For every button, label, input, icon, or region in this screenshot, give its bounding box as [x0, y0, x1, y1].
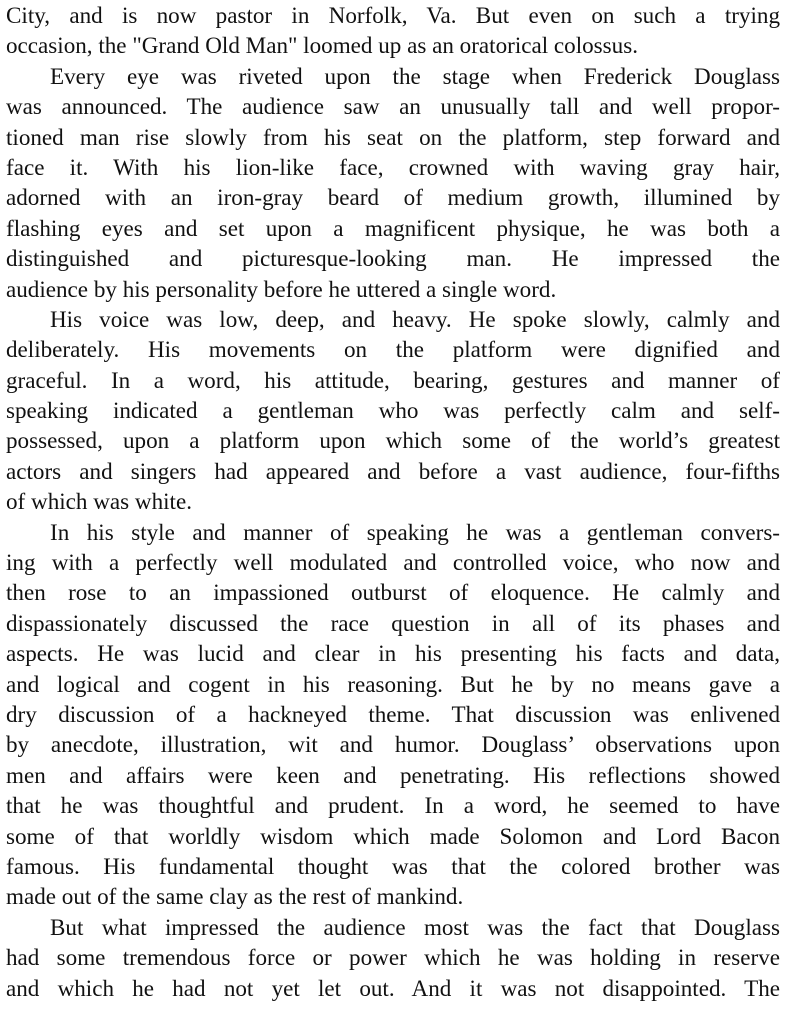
- paragraph-first-line: His voice was low, deep, and heavy. He spoke slowly, calmly and: [50, 305, 780, 332]
- text-line: dispassionately discussed the race question in all of its phases and: [6, 609, 780, 636]
- text-line: some of that worldly wisdom which made Solomon and Lord Bacon: [6, 822, 780, 849]
- text-line: distinguished and picturesque-looking man. He impressed the: [6, 245, 780, 272]
- text-line: possessed, upon a platform upon which some of the world’s greatest: [6, 427, 780, 454]
- text-line: and logical and cogent in his reasoning. But he by no means gave a: [6, 670, 780, 697]
- text-line: then rose to an impassioned outburst of eloquence. He calmly and: [6, 579, 780, 606]
- document-page: [6, 0, 780, 1003]
- text-line: occasion, the "Grand Old Man" loomed up as an oratorical colossus.: [6, 32, 638, 59]
- text-line: that he was thoughtful and prudent. In a word, he seemed to have: [6, 792, 780, 819]
- text-line: audience by his personality before he uttered a single word.: [6, 275, 557, 302]
- text-line: was announced. The audience saw an unusually tall and well propor-: [6, 93, 780, 120]
- text-line: flashing eyes and set upon a magnificent physique, he was both a: [6, 214, 780, 241]
- text-line: deliberately. His movements on the platform were dignified and: [6, 336, 780, 363]
- text-line: of which was white.: [6, 488, 192, 515]
- paragraph-first-line: Every eye was riveted upon the stage when Frederick Douglass: [50, 62, 780, 89]
- text-line: tioned man rise slowly from his seat on the platform, step forward and: [6, 123, 780, 150]
- text-line: made out of the same clay as the rest of mankind.: [6, 883, 464, 910]
- paragraph-first-line: In his style and manner of speaking he was a gentleman convers-: [50, 518, 780, 545]
- text-line: face it. With his lion-like face, crowned with waving gray hair,: [6, 153, 780, 180]
- text-line: City, and is now pastor in Norfolk, Va. But even on such a trying: [6, 2, 780, 28]
- text-line: famous. His fundamental thought was that the colored brother was: [6, 852, 780, 879]
- text-line: and which he had not yet let out. And it was not disappointed. The: [6, 974, 780, 1001]
- text-line: ing with a perfectly well modulated and controlled voice, who now and: [6, 549, 780, 576]
- text-line: men and affairs were keen and penetrating. His reflections showed: [6, 761, 780, 788]
- text-line: aspects. He was lucid and clear in his presenting his facts and data,: [6, 640, 780, 667]
- text-line: actors and singers had appeared and before a vast audience, four-fifths: [6, 457, 780, 484]
- text-line: dry discussion of a hackneyed theme. That discussion was enlivened: [6, 700, 780, 727]
- text-line: by anecdote, illustration, wit and humor. Douglass’ observations upon: [6, 731, 780, 758]
- text-line: speaking indicated a gentleman who was perfectly calm and self-: [6, 397, 780, 424]
- text-line: graceful. In a word, his attitude, bearing, gestures and manner of: [6, 366, 780, 393]
- text-line: had some tremendous force or power which he was holding in reserve: [6, 944, 780, 971]
- text-line: adorned with an iron-gray beard of medium growth, illumined by: [6, 184, 780, 211]
- paragraph-first-line: But what impressed the audience most was the fact that Douglass: [50, 913, 780, 940]
